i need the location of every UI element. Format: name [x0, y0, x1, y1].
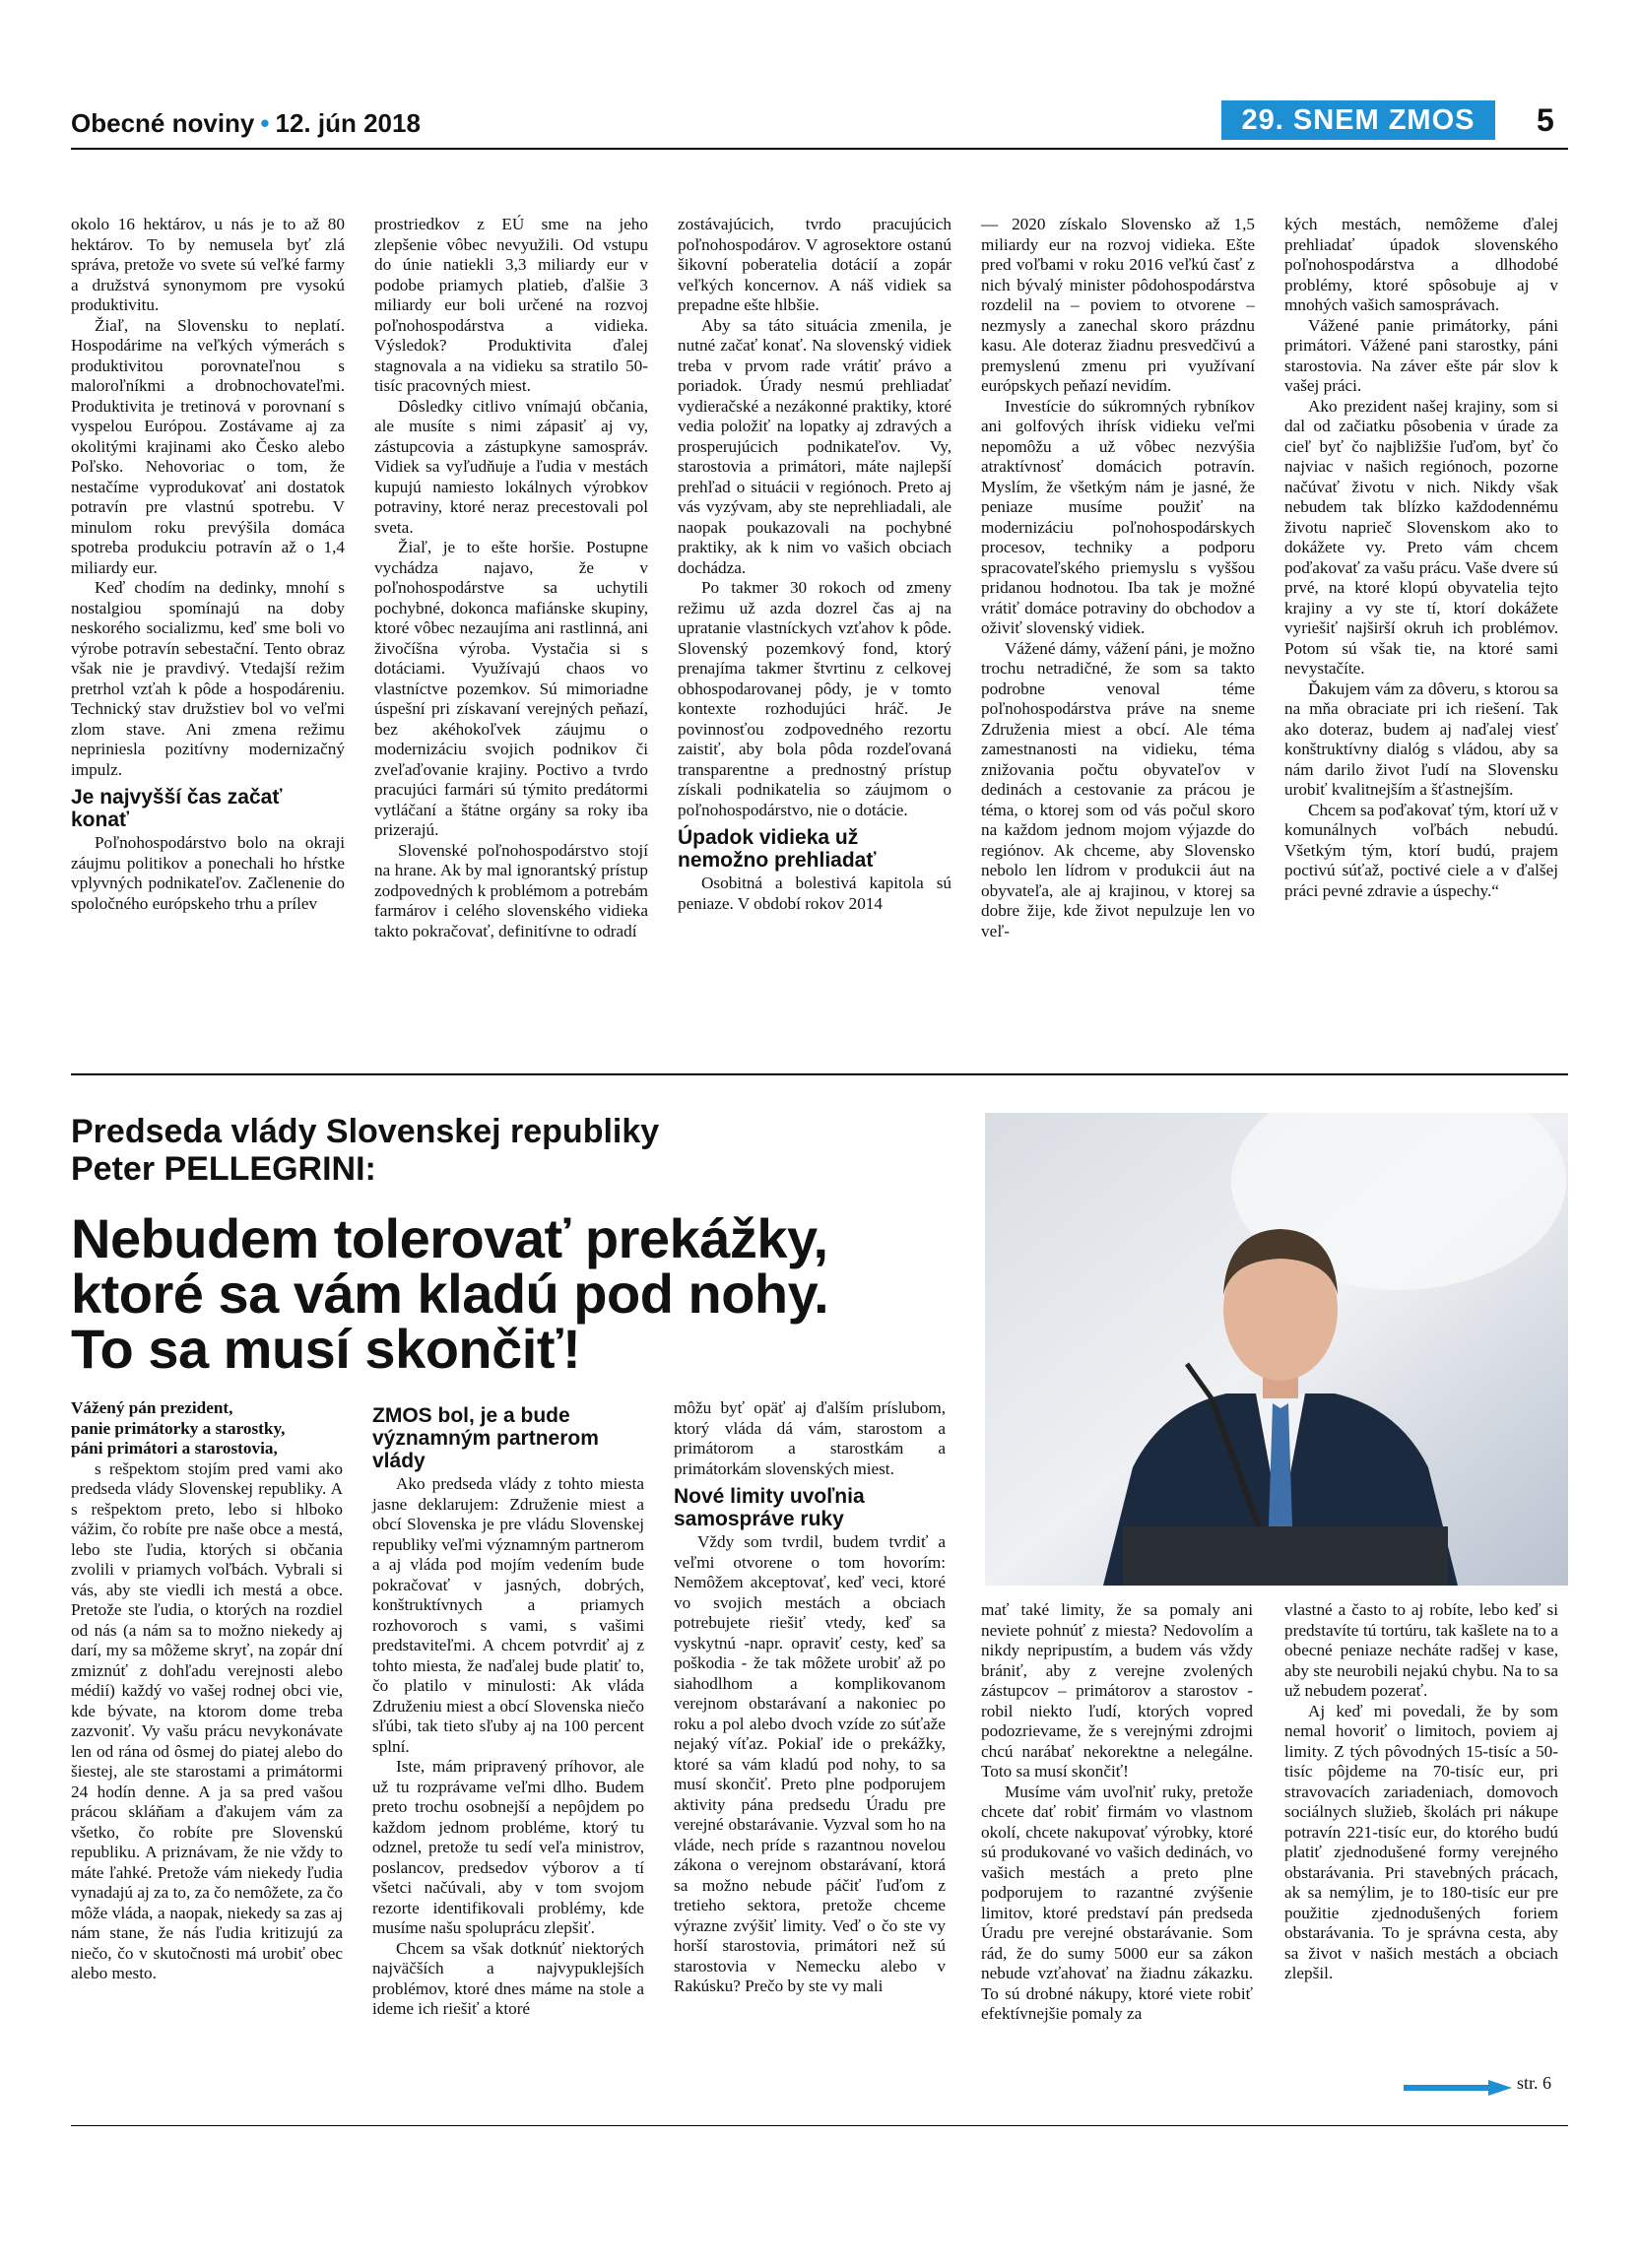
header-rule	[71, 148, 1568, 150]
bottom-column-5	[1284, 1600, 1558, 1984]
paragraph: Iste, mám pripravený príhovor, ale už tu rozprávame veľmi dlho. Budem preto trochu osobnejší a nepôjdem po každom jednom probléme, ktorý tu odznel, pretože tu sedí veľa ministrov, poslancov, predsedov výborov a tí všetci načúvali, aby v tom svojom rezorte identifikovali problémy, kde musíme našu spoluprácu zlepšiť.	[372, 1757, 644, 1937]
paragraph: môžu byť opäť aj ďalším príslubom, ktorý vláda dá vám, starostom a primátorom a starostkám a primátorkám slovenských miest.	[674, 1398, 946, 1478]
continued-on-page: str. 6	[1517, 2073, 1552, 2093]
salutation: panie primátorky a starostky,	[71, 1418, 286, 1438]
paragraph: zostávajúcich, tvrdo pracujúcich poľnohospodárov. V agrosektore ostanú šikovní poberatelia dotácií a zopár veľkých koncernov. A náš vidiek sa prepadne ešte hlbšie.	[678, 215, 951, 314]
masthead	[71, 108, 421, 139]
paragraph: Ako prezident našej krajiny, som si dal od začiatku pôsobenia v úrade za cieľ byť čo najbližšie ľuďom, byť čo najviac v našich regiónoch, pozorne načúvať životu v nich. Nikdy však nebudem tak blízko každodennému životu naprieč Slovenskom ako to dokážete vy. Preto vám chcem poďakovať za vašu prácu. Vaše dvere sú prvé, na ktoré klopú obyvatelia tejto krajiny a vy ste tí, ktorí dokážete vyriešiť najširší okruh ich problémov. Potom sú však tie, na ktoré sami nevystačíte.	[1284, 396, 1558, 678]
bottom-column-3	[674, 1398, 946, 1997]
bottom-rule	[71, 2125, 1568, 2126]
bottom-column-4	[981, 1600, 1253, 2025]
paragraph: Vážené panie primátorky, páni primátori. Vážené pani starostky, páni starostovia. Na záver ešte pár slov k vašej práci.	[1284, 315, 1558, 395]
subheading: ZMOS bol, je a bude významným partnerom vlády	[372, 1404, 599, 1472]
top-column-4	[981, 215, 1255, 941]
paragraph: Aj keď mi povedali, že by som nemal hovoriť o limitoch, poviem aj limity. Z tých pôvodných 15-tisíc a 50-tisíc pôjdeme na 70-tisíc eur, pri stravovacích zariadeniach, domovoch sociálnych služieb, školách pri nákupe potravín 221-tisíc eur, do ktorého budú platiť zjednodušené formy verejného obstarávania. Pri stavebných prácach, ak sa nemýlim, je to 180-tisíc eur pre použitie zjednodušených foriem obstarávania. To je správna cesta, aby sa život v našich mestách a obciach zlepšil.	[1284, 1701, 1558, 1982]
article-kicker	[71, 1113, 659, 1188]
page-number: 5	[1537, 102, 1554, 138]
paragraph: mať také limity, že sa pomaly ani neviete pohnúť z miesta? Nedovolím a nikdy nepripustím, a budem vás vždy brániť, aby z verejne zvolených zástupcov – primátorov a starostov - robil niekto ľudí, ktorých vopred podozrievame, že s verejnými zdrojmi chcú narábať nekorektne a nelegálne. Toto sa musí skončiť!	[981, 1600, 1253, 1781]
paragraph: — 2020 získalo Slovensko až 1,5 miliardy eur na rozvoj vidieka. Ešte pred voľbami v roku 2016 veľkú časť z nich bývalý minister pôdohospodárstva rozdelil na – poviem to otvorene – nezmysly a zanechal skoro prázdnu kasu. Ale doteraz žiadnu presvedčivú a premyslenú zmenu pri využívaní európskych peňazí nevidím.	[981, 215, 1255, 395]
continue-arrow-icon	[1404, 2080, 1512, 2096]
section-divider	[71, 1073, 1568, 1075]
article-headline	[71, 1207, 829, 1380]
paragraph: Ďakujem vám za dôveru, s ktorou sa na mňa obraciate pri ich riešení. Tak ako doteraz, budem aj naďalej viesť konštruktívny dialóg s vládou, aby sa nám darilo život ľudí na Slovensku urobiť kvalitnejším a šťastnejším.	[1284, 679, 1558, 799]
salutation: páni primátori a starostovia,	[71, 1439, 278, 1458]
subheading: Nové limity uvoľnia samospráve ruky	[674, 1485, 865, 1530]
kicker-line-2: Peter PELLEGRINI:	[71, 1150, 376, 1188]
paragraph: Poľnohospodárstvo bolo na okraji záujmu politikov a ponechali ho hŕstke vplyvných podnikateľov. Začlenenie do spoločného európskeho trhu a prílev	[71, 833, 345, 913]
headline-line-1: Nebudem tolerovať prekážky,	[71, 1207, 828, 1269]
headline-line-2: ktoré sa vám kladú pod nohy.	[71, 1263, 829, 1325]
top-column-5	[1284, 215, 1558, 901]
paragraph: Vždy som tvrdil, budem tvrdiť a veľmi otvorene o tom hovorím: Nemôžem akceptovať, keď veci, ktoré vo svojich mestách a obciach potrebujete riešiť vtedy, keď sa vyskytnú -napr. opraviť cesty, keď sa poškodia - že tak môžete urobiť až po siahodlhom a komplikovanom verejnom obstarávaní a nakoniec po roku a pol alebo dvoch vzíde zo súťaže nejaký víťaz. Pokiaľ ide o prekážky, ktoré sa vám kladú pod nohy, to sa musí skončiť. Preto plne podporujem aktivity pána predsedu Úradu pre verejné obstarávanie. Vyzval som ho na vláde, nech príde s razantnou novelou zákona o verejnom obstarávaní, ktorá sa možno nebude páčiť ľuďom z tretieho sektora, pretože chceme výrazne zvýšiť limity. Veď o čo ste vy horší starostovia, primátori než sú starostovia v Nemecku alebo v Rakúsku? Prečo by ste vy mali	[674, 1532, 946, 1995]
bottom-column-2	[372, 1398, 644, 2020]
paragraph: Musíme vám uvoľniť ruky, pretože chcete dať robiť firmám vo vlastnom okolí, chcete nakupovať výrobky, ktoré sú produkované vo vašich dedinách, vo vašich mestách a preto plne podporujem to razantné zvýšenie limitov, ktoré predstaví pán predseda Úradu pre verejné obstarávanie. Som rád, že do sumy 5000 eur sa zákon nebude vzťahovať na žiadnu zákazku. To sú drobné nákupy, ktoré viete robiť efektívnejšie pomaly za	[981, 1782, 1253, 2023]
paragraph: Slovenské poľnohospodárstvo stojí na hrane. Ak by mal ignorantský prístup zodpovedných k problémom a potrebám farmárov i celého slovenského vidieka takto pokračovať, definitívne to odradí	[374, 840, 648, 940]
salutation: Vážený pán prezident,	[71, 1398, 233, 1417]
paragraph: Žiaľ, na Slovensku to neplatí. Hospodárime na veľkých výmerách s produktivitou porovnateľnou s maloroľníkmi a drobnochovateľmi. Produktivita je tretinová v porovnaní s vyspelou Európou. Zostávame aj za okolitými krajinami ako Česko alebo Poľsko. Nehovoriac o tom, že nestačíme vyprodukovať ani dostatok potravín pre vlastnú spotrebu. V minulom roku prevýšila domáca spotreba produkciu potravín až o 1,4 miliardy eur.	[71, 315, 345, 577]
kicker-line-1: Predseda vlády Slovenskej republiky	[71, 1113, 660, 1150]
paper-name: Obecné noviny	[71, 108, 255, 138]
paragraph: Žiaľ, je to ešte horšie. Postupne vychádza najavo, že v poľnohospodárstve sa uchytili pochybné, dokonca mafiánske skupiny, ktoré vôbec nezaujíma ani rastlinná, ani živočíšna výroba. Vystačia si s dotáciami. Využívajú chaos vo vlastníctve pozemkov. Sú mimoriadne úspešní pri získavaní verejných peňazí, bez akéhokoľvek záujmu o modernizáciu svojich podnikov či zveľaďovanie krajiny. Poctivo a tvrdo pracujúci farmári sú týmito predátormi vytláčaní a štátne orgány sa roky iba prizerajú.	[374, 538, 648, 839]
separator-dot: •	[260, 108, 270, 138]
paragraph: vlastné a často to aj robíte, lebo keď si predstavíte tú tortúru, tak kašlete na to a obecné peniaze necháte radšej v kase, aby ste neurobili nejakú chybu. Na to sa už nebudem pozerať.	[1284, 1600, 1558, 1700]
paragraph: Osobitná a bolestivá kapitola sú peniaze. V období rokov 2014	[678, 874, 951, 913]
subheading: Je najvyšší čas začať konať	[71, 786, 283, 831]
speaker-photo-illustration	[985, 1113, 1568, 1586]
paragraph: Keď chodím na dedinky, mnohí s nostalgiou spomínajú na doby neskorého socializmu, keď sme boli vo výrobe potravín sebestační. Tento obraz však nie je pravdivý. Vtedajší režim pretrhol vzťah k pôde a hospodáreniu. Technický stav družstiev bol vo veľmi zlom stave. Ani zmena režimu nepriniesla pozitívny modernizačný impulz.	[71, 578, 345, 779]
paragraph: s rešpektom stojím pred vami ako predseda vlády Slovenskej republiky. A s rešpektom preto, lebo si hlboko vážim, čo robíte pre naše obce a mestá, lebo ste ľudia, ktorých si občania zvolili v priamych voľbách. Vybrali si vás, aby ste viedli ich mestá a obce. Pretože ste ľudia, o ktorých na rozdiel od nás (a nám sa to možno niekedy aj darí, my sa môžeme skryť, na zopár dní zmiznúť z dohľadu verejnosti alebo médií) každý vo vašej rodnej obci vie, kde bývate, na ktorom dome treba zazvoniť. Vy vašu prácu nevykonávate len od rána od ôsmej do piatej alebo do šiestej, ale ste starostami a primátormi 24 hodín denne. A ja sa pred vašou prácou skláňam a ďakujem vám za všetko, čo robíte pre Slovenskú republiku. A priznávam, že nie vždy to máte ľahké. Pretože vám niekedy ľudia vynadajú aj za to, za čo nemôžete, za čo môže vláda, a naopak, niekedy sa zas aj nám stane, že nás ľudia kritizujú za niečo, čo v skutočnosti má urobiť obec alebo mesto.	[71, 1458, 343, 1982]
speaker-photo	[985, 1113, 1568, 1586]
headline-line-3: To sa musí skončiť!	[71, 1318, 581, 1380]
paragraph: prostriedkov z EÚ sme na jeho zlepšenie vôbec nevyužili. Od vstupu do únie natiekli 3,3 miliardy eur v podobe priamych platieb, ďalšie 3 miliardy eur boli určené na rozvoj poľnohospodárstva a vidieka. Výsledok? Produktivita ďalej stagnovala a na vidieku sa stratilo 50-tisíc pracovných miest.	[374, 215, 648, 395]
paragraph: Aby sa táto situácia zmenila, je nutné začať konať. Na slovenský vidiek treba v prvom rade vrátiť právo a poriadok. Úrady nesmú prehliadať vydieračské a nezákonné praktiky, ktoré vedia položiť na lopatky aj zdravých a prosperujúcich podnikateľov. Vy, starostovia a primátori, máte najlepší prehľad o situácii v regiónoch. Preto aj vás vyzývam, aby ste neprehliadali, ale naopak poukazovali na pochybné praktiky, ak k nim vo vašich obciach dochádza.	[678, 315, 951, 577]
issue-date: 12. jún 2018	[275, 108, 421, 138]
paragraph: Dôsledky citlivo vnímajú občania, ale musíte s nimi zápasiť aj vy, zástupcovia a zástupkyne samospráv. Vidiek sa vyľudňuje a ľudia v mestách kupujú namiesto lokálnych výrobkov potraviny, ktoré neraz precestovali pol sveta.	[374, 396, 648, 537]
top-column-1	[71, 215, 345, 914]
paragraph: Chcem sa poďakovať tým, ktorí už v komunálnych voľbách nebudú. Všetkým tým, ktorí budú, prajem poctivú súťaž, poctivé ciele a v ďalšej práci pevné zdravie a úspechy.“	[1284, 800, 1558, 900]
paragraph: Chcem sa však dotknúť niektorých najväčších a najvypuklejších problémov, ktoré dnes máme na stole a ideme ich riešiť a ktoré	[372, 1938, 644, 2018]
bottom-column-1	[71, 1398, 343, 1984]
top-column-3	[678, 215, 951, 914]
section-badge: 29. SNEM ZMOS	[1221, 100, 1495, 140]
paragraph: Ako predseda vlády z tohto miesta jasne deklarujem: Združenie miest a obcí Slovenska je pre vládu Slovenskej republiky veľmi významným partnerom a aj vláda pod mojím vedením bude pokračovať v jasných, dobrých, konštruktívnych a priamych rozhovoroch s vami, s vašimi predstaviteľmi. A chcem potvrdiť aj z tohto miesta, že naďalej bude platiť to, čo platilo v minulosti: Ak vláda Združeniu miest a obcí Slovenska niečo sľúbi, tak tieto sľuby aj na 100 percent splní.	[372, 1474, 644, 1756]
top-column-2	[374, 215, 648, 941]
subheading: Úpadok vidieka už nemožno prehliadať	[678, 826, 877, 872]
paragraph: kých mestách, nemôžeme ďalej prehliadať úpadok slovenského poľnohospodárstva a dlhodobé problémy, ktoré spôsobuje aj v mnohých vašich samosprávach.	[1284, 215, 1558, 314]
paragraph: Investície do súkromných rybníkov ani golfových ihrísk vidieku veľmi nepomôžu a už vôbec nezvýšia atraktívnosť domácich potravín. Myslím, že všetkým nám je jasné, že peniaze musíme použiť na modernizáciu poľnohospodárskych procesov, techniky a podporu spracovateľského priemyslu s vyššou pridanou hodnotou. Iba tak je možné vrátiť domáce potraviny do obchodov a oživiť slovenský vidiek.	[981, 396, 1255, 637]
paragraph: Po takmer 30 rokoch od zmeny režimu už azda dozrel čas aj na upratanie vlastníckych vzťahov k pôde. Slovenský pozemkový fond, ktorý prenajíma takmer štvrtinu z celkovej obhospodarovanej pôdy, je v tomto kontexte rozhodujúci hráč. Je povinnosťou zodpovedného rezortu zaistiť, aby bola pôda rozdeľovaná transparentne a prednostný prístup získali podnikatelia so záujmom o poľnohospodárstvo, nie o dotácie.	[678, 578, 951, 819]
paragraph: Vážené dámy, vážení páni, je možno trochu netradičné, že som sa takto podrobne venoval téme poľnohospodárstva práve na sneme Združenia miest a obcí. Ale téma zamestnanosti na vidieku, téma znižovania počtu obyvateľov v dedinách a cestovanie za prácou je téma, o ktorej som od vás počul skoro na každom jednom mojom výjazde do regiónov. Ak chceme, aby Slovensko nebolo len lídrom v produkcii áut na obyvateľa, ale aj krajinou, v ktorej sa dobre žije, kde život nepulzuje len vo veľ-	[981, 638, 1255, 940]
paragraph: okolo 16 hektárov, u nás je to až 80 hektárov. To by nemusela byť zlá správa, pretože vo svete sú veľké farmy a družstvá synonymom pre vysokú produktivitu.	[71, 215, 345, 314]
